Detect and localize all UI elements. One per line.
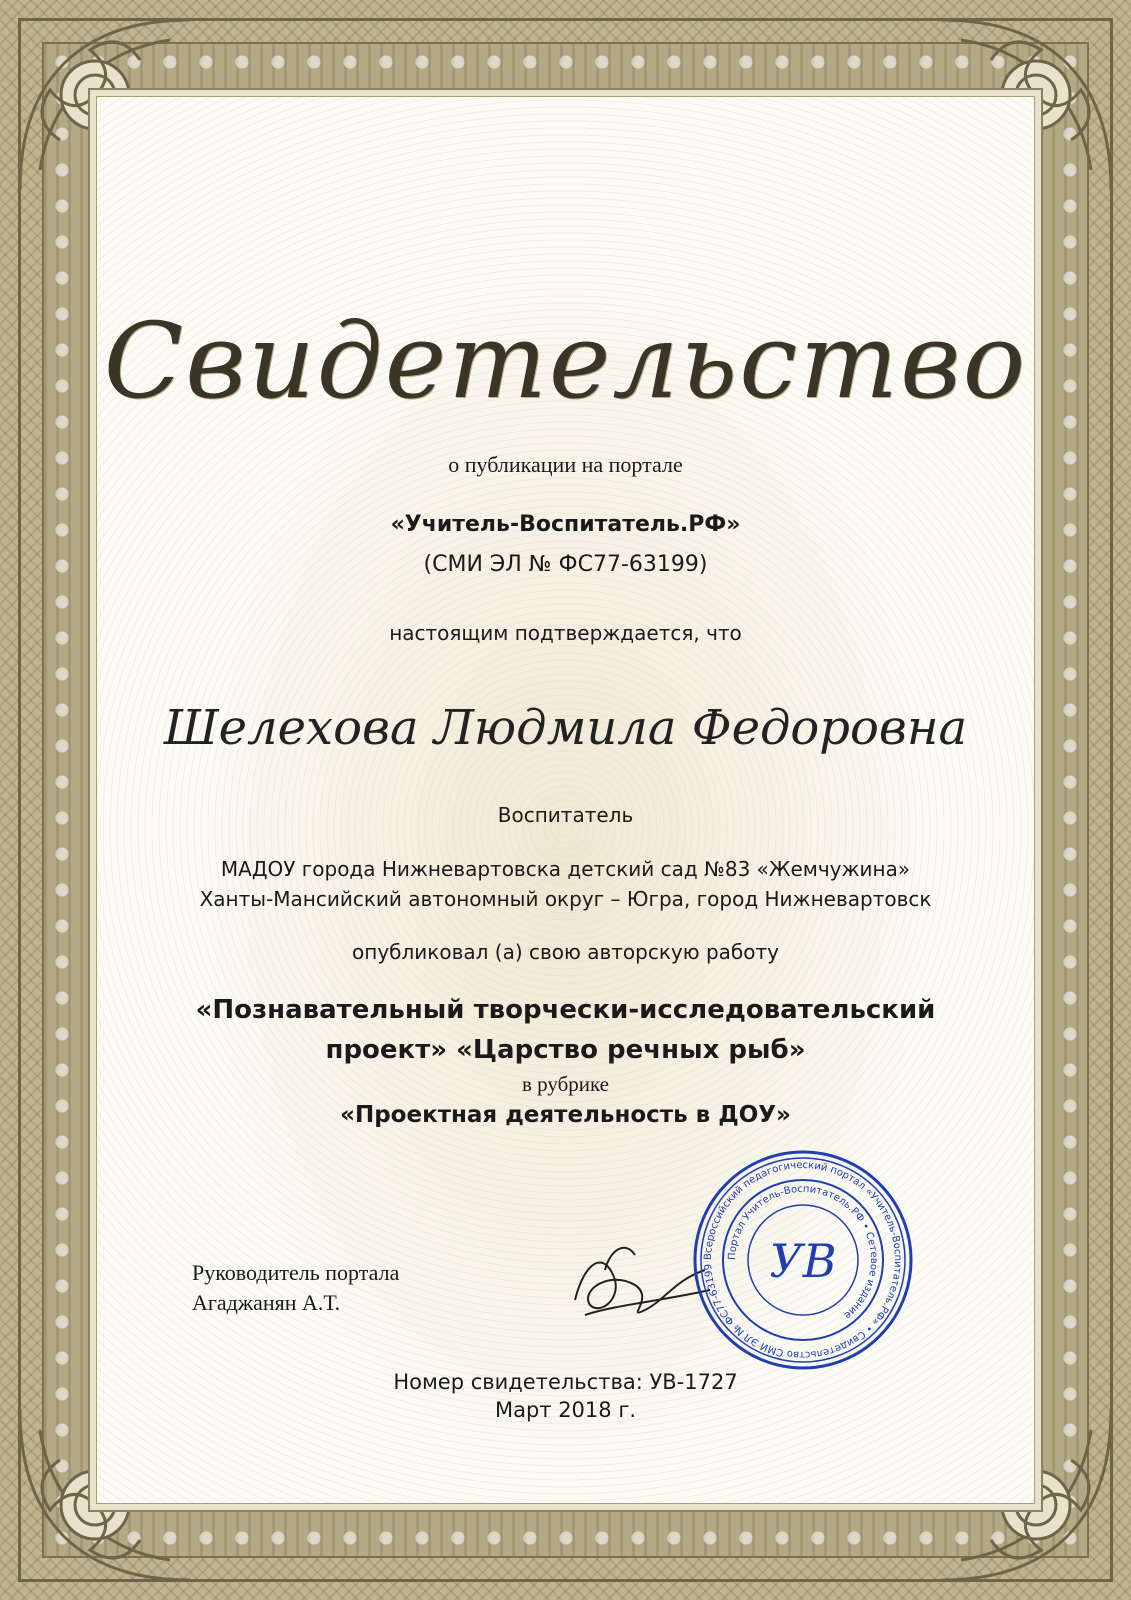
rubric-name: «Проектная деятельность в ДОУ» [340,1102,791,1128]
work-title-line-1: «Познавательный творчески-исследовательский [195,995,936,1025]
recipient-position: Воспитатель [497,803,634,827]
published-text: опубликовал (а) свою авторскую работу [352,940,779,964]
rubric-label: в рубрике [521,1072,610,1096]
signer-block [192,1258,399,1318]
confirm-text: настоящим подтверждается, что [389,621,742,645]
certificate-date: Март 2018 г. [494,1398,637,1422]
stamp-center: УВ [769,1234,837,1288]
signer-role: Руководитель портала [192,1260,400,1285]
organization-line-2: Ханты-Мансийский автономный округ – Югра, город Нижневартовск [199,887,932,911]
stamp-outer-text: Всероссийский педагогический портал «Учитель-Воспитатель.РФ» • Свидетельство СМИ ЭЛ № ФС77-63199 [702,1159,904,1361]
recipient-name: Шелехова Людмила Федоровна [163,700,968,756]
certificate-number: Номер свидетельства: УВ-1727 [393,1370,738,1394]
signer-name: Агаджанян А.Т. [192,1290,341,1315]
registration-number: (СМИ ЭЛ № ФС77-63199) [423,552,708,577]
certificate-title: Свидетельство [103,300,1028,422]
organization-line-1: МАДОУ города Нижневартовска детский сад №83 «Жемчужина» [220,857,911,881]
work-title-line-2: проект» «Царство речных рыб» [325,1035,806,1065]
official-stamp [688,1145,918,1375]
portal-name: «Учитель-Воспитатель.РФ» [390,512,741,537]
stamp-inner-text: Портал Учитель-Воспитатель.РФ • Сетевое издание [726,1183,880,1321]
subtitle: о публикации на портале [448,452,683,477]
